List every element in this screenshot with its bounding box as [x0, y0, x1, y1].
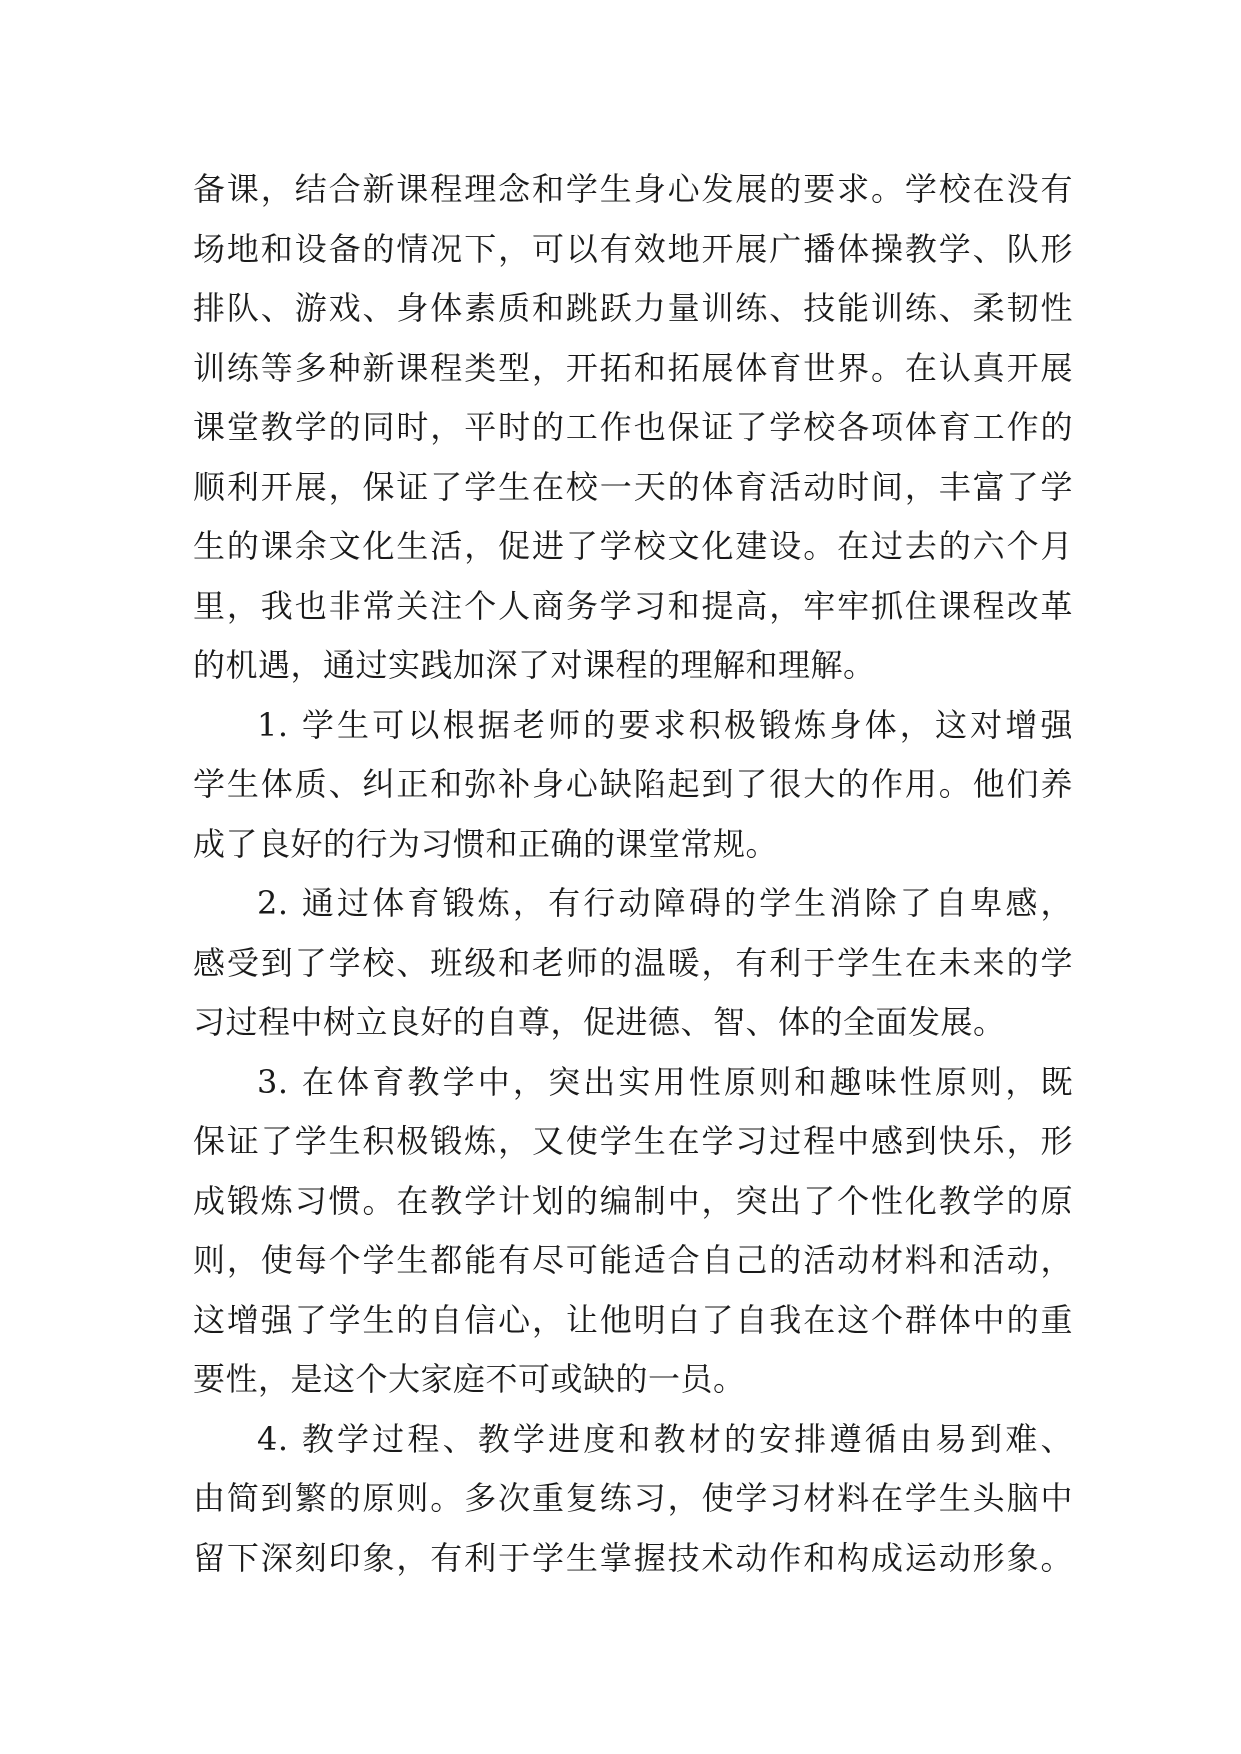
text-line: 课堂教学的同时，平时的工作也保证了学校各项体育工作的: [193, 408, 1073, 446]
text-line: 训练等多种新课程类型，开拓和拓展体育世界。在认真开展: [193, 348, 1073, 387]
text-line: 学生体质、纠正和弥补身心缺陷起到了很大的作用。他们养: [193, 765, 1073, 803]
text-line: 成锻炼习惯。在教学计划的编制中，突出了个性化教学的原: [193, 1181, 1073, 1220]
document-body: [193, 160, 1073, 1588]
text-line: 则，使每个学生都能有尽可能适合自己的活动材料和活动，: [193, 1241, 1073, 1279]
text-line: 1. 学生可以根据老师的要求积极锻炼身体，这对增强: [257, 705, 1073, 744]
text-line: 4. 教学过程、教学进度和教材的安排遵循由易到难、: [257, 1419, 1073, 1458]
text-line: 场地和设备的情况下，可以有效地开展广播体操教学、队形: [193, 229, 1073, 268]
text-line: 感受到了学校、班级和老师的温暖，有利于学生在未来的学: [193, 943, 1073, 982]
text-line: 3. 在体育教学中，突出实用性原则和趣味性原则，既: [257, 1062, 1073, 1101]
paragraph-intro: [193, 160, 1073, 696]
text-line: 留下深刻印象，有利于学生掌握技术动作和构成运动形象。: [193, 1538, 1073, 1577]
text-line: 2. 通过体育锻炼，有行动障碍的学生消除了自卑感，: [257, 884, 1073, 922]
text-line: 排队、游戏、身体素质和跳跃力量训练、技能训练、柔韧性: [193, 289, 1073, 327]
text-line: 备课，结合新课程理念和学生身心发展的要求。学校在没有: [193, 170, 1073, 208]
text-line: 的机遇，通过实践加深了对课程的理解和理解。: [193, 646, 876, 684]
paragraph-item-3: [193, 1053, 1073, 1410]
paragraph-item-4: [193, 1410, 1073, 1589]
paragraph-item-1: [193, 696, 1073, 875]
text-line: 成了良好的行为习惯和正确的课堂常规。: [193, 824, 779, 863]
text-line: 这增强了学生的自信心，让他明白了自我在这个群体中的重: [193, 1300, 1073, 1339]
text-line: 里，我也非常关注个人商务学习和提高，牢牢抓住课程改革: [193, 586, 1073, 625]
paragraph-item-2: [193, 874, 1073, 1053]
text-line: 要性，是这个大家庭不可或缺的一员。: [193, 1360, 746, 1398]
text-line: 由简到繁的原则。多次重复练习，使学习材料在学生头脑中: [193, 1479, 1073, 1517]
text-line: 保证了学生积极锻炼，又使学生在学习过程中感到快乐，形: [193, 1122, 1073, 1160]
text-line: 生的课余文化生活，促进了学校文化建设。在过去的六个月: [193, 527, 1073, 565]
text-line: 顺利开展，保证了学生在校一天的体育活动时间，丰富了学: [193, 467, 1073, 506]
text-line: 习过程中树立良好的自尊，促进德、智、体的全面发展。: [193, 1003, 1006, 1041]
